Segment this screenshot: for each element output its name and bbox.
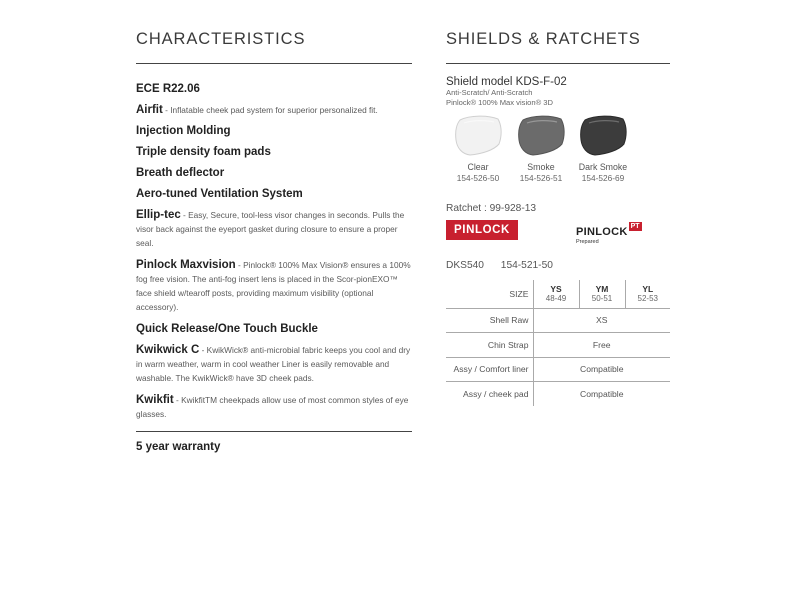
feature-item — [136, 187, 412, 201]
visor-clear-icon — [452, 114, 504, 158]
row-value: Free — [533, 333, 670, 358]
ratchet-code: Ratchet : 99-928-13 — [446, 203, 537, 214]
size-name: YM — [595, 283, 609, 294]
dks-code: 154-521-50 — [500, 260, 553, 271]
table-row — [446, 357, 670, 382]
shield-model: Shield model KDS-F-02 — [446, 76, 567, 88]
pinlock-logo: PINLOCK — [446, 220, 518, 240]
pinlock-pt-text: PINLOCK — [576, 226, 628, 238]
characteristics-section — [136, 30, 412, 453]
feature-name: Ellip-tec — [136, 209, 181, 221]
dks-line — [446, 260, 670, 271]
feature-item — [136, 82, 412, 96]
size-range: 50-51 — [591, 293, 613, 303]
title-divider — [136, 63, 412, 64]
feature-desc: - Pinlock® 100% Max Vision® ensures a 100% fog free vision. The anti-fog insert lens is placed in the Scor-pionEXO™ face shield w/tearoff posts, providing maximum visibility (optional accessory). — [136, 260, 411, 312]
feature-item — [136, 322, 412, 336]
shields-title: SHIELDS & RATCHETS — [446, 30, 641, 48]
row-value: XS — [533, 308, 670, 333]
visor-name: Dark Smoke — [578, 162, 628, 172]
visor-name: Clear — [467, 162, 489, 172]
warranty-text: 5 year warranty — [136, 441, 221, 453]
shield-subtitle: Anti-Scratch/ Anti-Scratch — [446, 88, 533, 97]
visor-smoke-icon — [515, 114, 567, 158]
feature-desc: - Easy, Secure, tool-less visor changes in seconds. Pulls the visor back against the eyeport gasket during closure to ensure a proper seal. — [136, 210, 405, 248]
visor-dark-smoke — [563, 114, 643, 183]
shields-section — [446, 30, 670, 406]
visor-code: 154-526-50 — [456, 173, 500, 183]
visor-options — [446, 114, 670, 186]
feature-item — [136, 393, 412, 421]
feature-name: Injection Molding — [136, 125, 231, 137]
row-label: Assy / cheek pad — [446, 382, 533, 407]
row-label: Assy / Comfort liner — [446, 357, 533, 382]
size-col-ym — [579, 280, 625, 308]
row-label: Chin Strap — [446, 333, 533, 358]
size-range: 52-53 — [637, 293, 658, 303]
feature-item — [136, 258, 412, 314]
feature-item — [136, 343, 412, 385]
size-range: 48-49 — [545, 293, 567, 303]
feature-item — [136, 124, 412, 138]
shield-subtitle: Pinlock® 100% Max vision® 3D — [446, 98, 553, 107]
size-name: YS — [550, 283, 562, 294]
pinlock-pt-logo — [576, 222, 642, 245]
row-value: Compatible — [533, 357, 670, 382]
table-header-row — [446, 280, 670, 308]
feature-desc: - KwikWick® anti-microbial fabric keeps you cool and dry in warm weather, warm in cool weather Liner is easily removable and washable. The KwikWick® have 3D cheek pads. — [136, 345, 411, 383]
feature-name: Quick Release/One Touch Buckle — [136, 323, 318, 335]
feature-name: Aero-tuned Ventilation System — [136, 188, 303, 200]
pinlock-prepared: Prepared — [576, 239, 599, 245]
size-table — [446, 280, 670, 406]
size-label: SIZE — [446, 280, 533, 308]
feature-item — [136, 166, 412, 180]
feature-name: ECE R22.06 — [136, 83, 200, 95]
feature-name: Kwikwick C — [136, 344, 200, 356]
pinlock-logos — [446, 220, 670, 248]
table-row — [446, 382, 670, 407]
dks-model: DKS540 — [446, 260, 484, 271]
feature-item — [136, 103, 412, 117]
feature-name: Triple density foam pads — [136, 146, 271, 158]
feature-name: Kwikfit — [136, 394, 174, 406]
visor-code: 154-526-51 — [519, 173, 563, 183]
feature-name: Breath deflector — [136, 167, 225, 179]
size-name: YL — [642, 283, 654, 294]
characteristics-title: CHARACTERISTICS — [136, 30, 306, 48]
pinlock-pt-badge: PT — [630, 223, 640, 230]
feature-list — [136, 82, 412, 421]
table-row — [446, 333, 670, 358]
visor-code: 154-526-69 — [581, 173, 625, 183]
feature-desc: - KwikfitTM cheekpads allow use of most common styles of eye glasses. — [136, 395, 409, 419]
feature-name: Airfit — [136, 104, 163, 116]
visor-dark-smoke-icon — [577, 114, 629, 158]
row-value: Compatible — [533, 382, 670, 407]
feature-item — [136, 145, 412, 159]
feature-desc: - Inflatable cheek pad system for superior personalized fit. — [162, 105, 378, 115]
row-label: Shell Raw — [446, 308, 533, 333]
size-col-ys — [533, 280, 579, 308]
table-row — [446, 308, 670, 333]
feature-item — [136, 208, 412, 250]
visor-name: Smoke — [527, 162, 555, 172]
size-col-yl — [625, 280, 670, 308]
warranty-divider — [136, 431, 412, 432]
title-divider — [446, 63, 670, 64]
feature-name: Pinlock Maxvision — [136, 259, 236, 271]
